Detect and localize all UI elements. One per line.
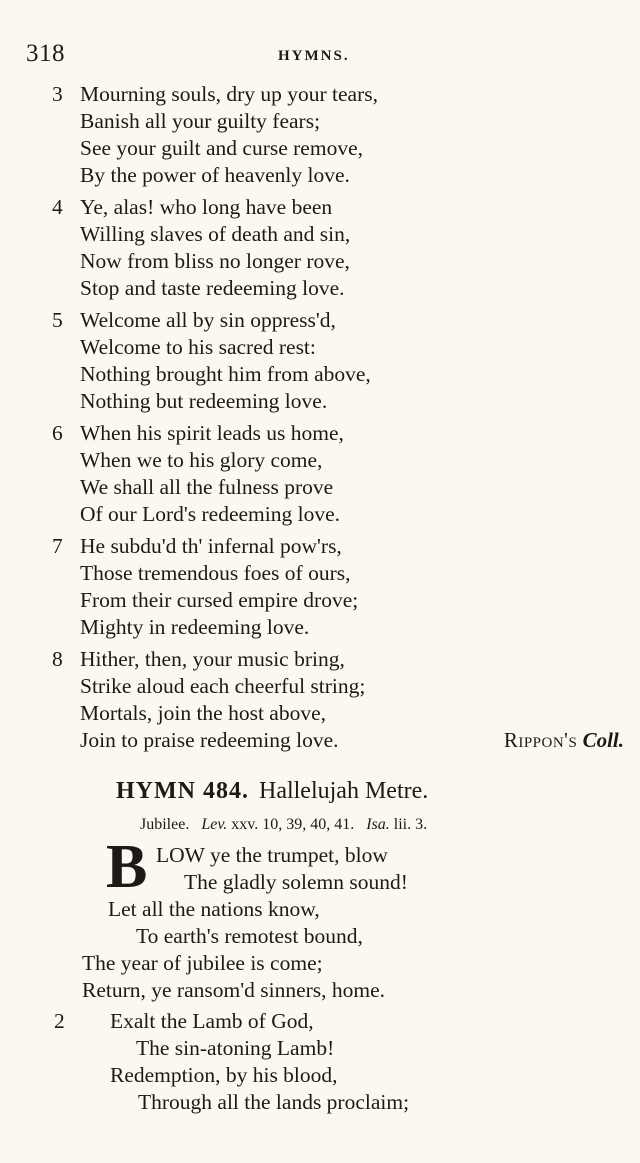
stanza-number: 3 xyxy=(52,82,63,106)
stanza-number: 6 xyxy=(52,421,63,445)
verse-line: Of our Lord's redeeming love. xyxy=(80,502,341,526)
verse-line: Mighty in redeeming love. xyxy=(80,615,310,639)
verse-line: When we to his glory come, xyxy=(80,448,323,472)
verse-line: To earth's remotest bound, xyxy=(136,924,363,948)
verse-line: Exalt the Lamb of God, xyxy=(110,1009,314,1033)
verse-line: LOW ye the trumpet, blow xyxy=(156,843,388,867)
drop-cap: B xyxy=(106,833,148,901)
running-title: HYMNS. xyxy=(278,48,350,64)
verse-line: Let all the nations know, xyxy=(108,897,320,921)
verse-line: The sin-atoning Lamb! xyxy=(136,1036,335,1060)
verse-line: Banish all your guilty fears; xyxy=(80,109,321,133)
hymn-subtitle xyxy=(140,816,427,834)
verse-line: Ye, alas! who long have been xyxy=(80,195,333,219)
verse-line: Welcome to his sacred rest: xyxy=(80,335,316,359)
verse-line: The year of jubilee is come; xyxy=(82,951,323,975)
scripture-reference: lii. 3. xyxy=(393,816,428,833)
verse-line: Stop and taste redeeming love. xyxy=(80,276,345,300)
verse-line: Return, ye ransom'd sinners, home. xyxy=(82,978,386,1002)
verse-line: See your guilt and curse remove, xyxy=(80,136,363,160)
hymn-heading xyxy=(116,778,428,805)
verse-line: From their cursed empire drove; xyxy=(80,588,359,612)
verse-line: Mortals, join the host above, xyxy=(80,701,327,725)
verse-line: Hither, then, your music bring, xyxy=(80,647,345,671)
hymn-number: HYMN 484. xyxy=(116,778,249,804)
stanza-number: 2 xyxy=(54,1009,65,1033)
attribution-work: Coll. xyxy=(582,728,624,752)
stanza-number: 4 xyxy=(52,195,63,219)
scripture-book: Lev. xyxy=(201,816,228,833)
verse-line: Welcome all by sin oppress'd, xyxy=(80,308,336,332)
verse-line: When his spirit leads us home, xyxy=(80,421,344,445)
stanza-number: 8 xyxy=(52,647,63,671)
attribution xyxy=(504,728,624,753)
verse-line: Willing slaves of death and sin, xyxy=(80,222,351,246)
scripture-book: Isa. xyxy=(366,816,390,833)
verse-line: Nothing but redeeming love. xyxy=(80,389,328,413)
verse-line: Redemption, by his blood, xyxy=(110,1063,338,1087)
verse-line: Mourning souls, dry up your tears, xyxy=(80,82,378,106)
scripture-reference: xxv. 10, 39, 40, 41. xyxy=(231,816,355,833)
hymn-meter: Hallelujah Metre. xyxy=(258,778,429,804)
verse-line: Now from bliss no longer rove, xyxy=(80,249,350,273)
verse-line: Through all the lands proclaim; xyxy=(138,1090,410,1114)
verse-line: Those tremendous foes of ours, xyxy=(80,561,351,585)
verse-line: Nothing brought him from above, xyxy=(80,362,371,386)
hymn-topic: Jubilee. xyxy=(140,816,190,833)
verse-line: We shall all the fulness prove xyxy=(80,475,334,499)
verse-line: The gladly solemn sound! xyxy=(184,870,408,894)
verse-line: Strike aloud each cheerful string; xyxy=(80,674,366,698)
stanza-number: 7 xyxy=(52,534,63,558)
verse-line: He subdu'd th' infernal pow'rs, xyxy=(80,534,342,558)
stanza-number: 5 xyxy=(52,308,63,332)
verse-line: By the power of heavenly love. xyxy=(80,163,350,187)
page-number: 318 xyxy=(26,40,65,67)
verse-line: Join to praise redeeming love. xyxy=(80,728,339,752)
attribution-author: Rippon's xyxy=(503,728,578,752)
